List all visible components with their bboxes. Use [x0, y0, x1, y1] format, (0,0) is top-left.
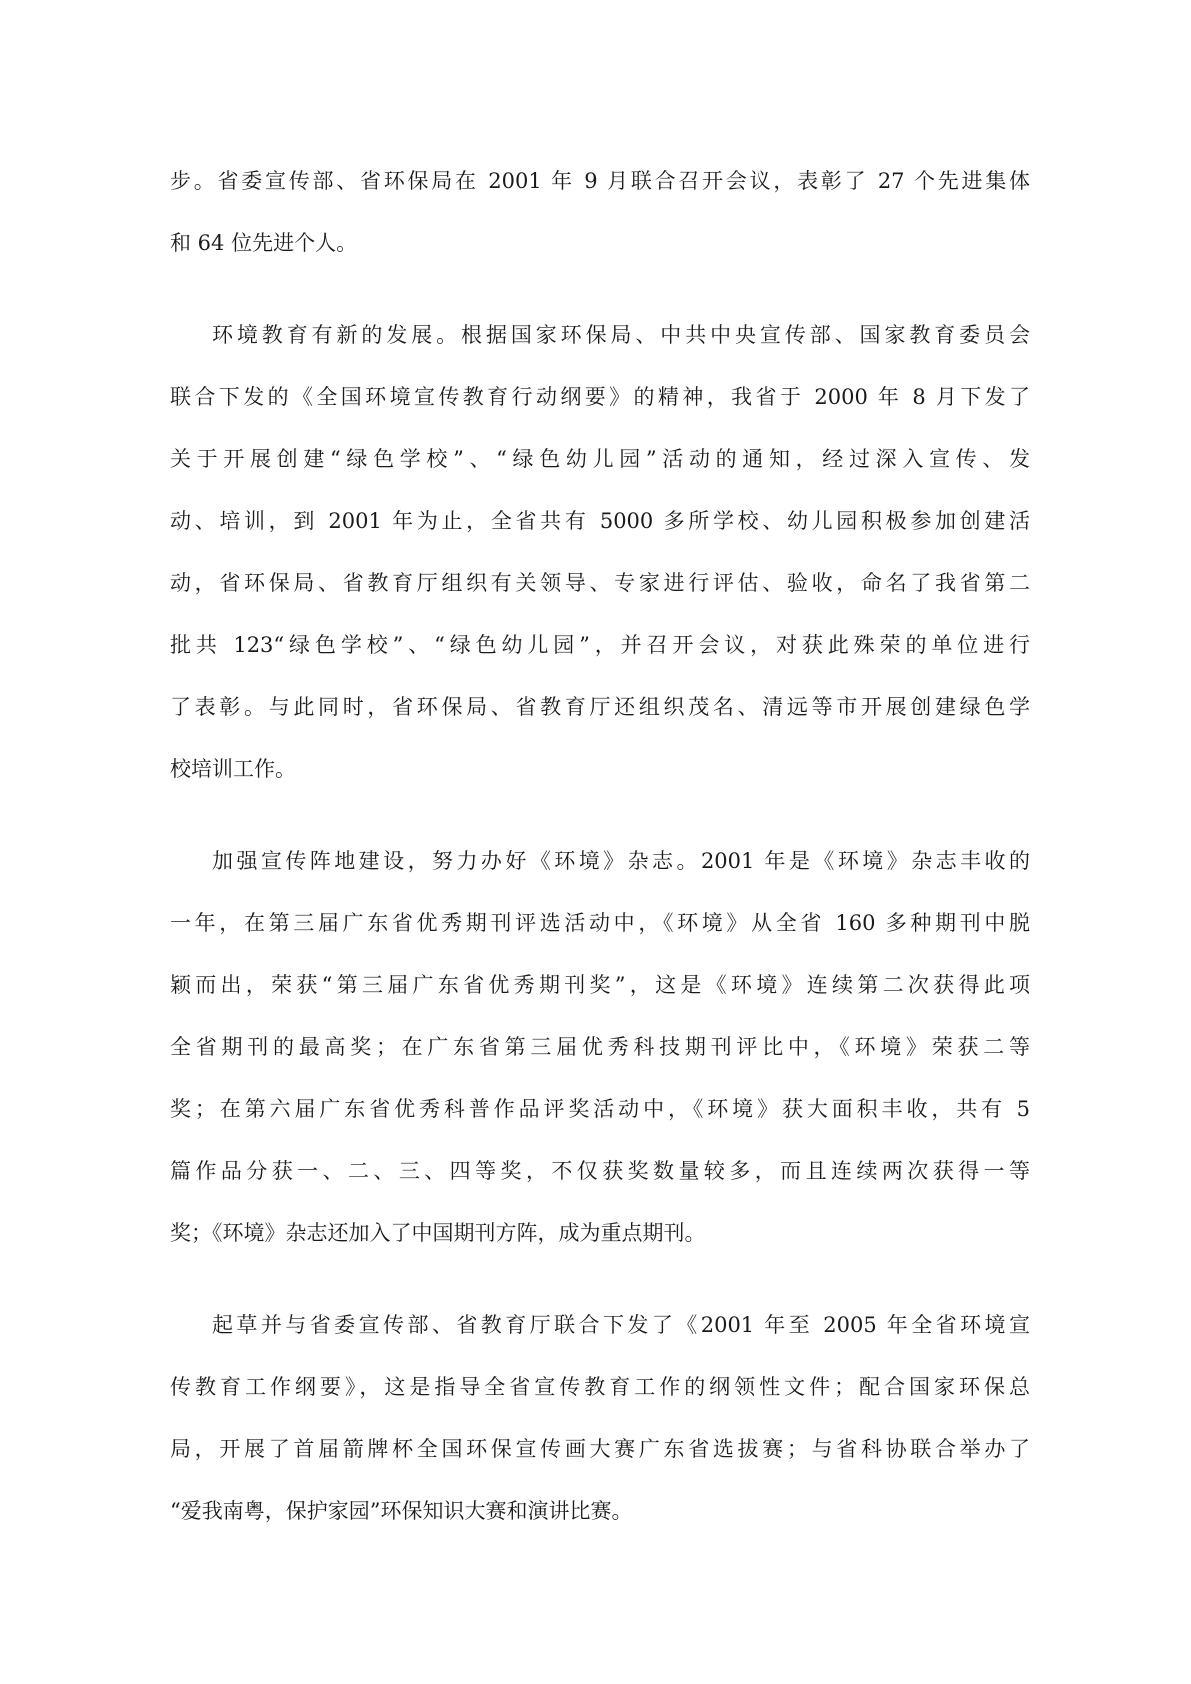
paragraph-1	[170, 150, 1030, 274]
text-line: 动，省环保局、省教育厅组织有关领导、专家进行评估、验收，命名了我省第二	[170, 571, 1030, 595]
paragraph-4	[170, 1294, 1030, 1542]
text-line: 奖；《环境》杂志还加入了中国期刊方阵，成为重点期刊。	[170, 1221, 706, 1245]
text-line: 了表彰。与此同时，省环保局、省教育厅还组织茂名、清远等市开展创建绿色学	[170, 695, 1030, 719]
text-line: 一年，在第三届广东省优秀期刊评选活动中，《环境》从全省 160 多种期刊中脱	[170, 911, 1030, 935]
text-line: 和 64 位先进个人。	[170, 231, 358, 255]
text-line: 局，开展了首届箭牌杯全国环保宣传画大赛广东省选拔赛；与省科协联合举办了	[170, 1437, 1030, 1461]
text-line: “爱我南粤，保护家园”环保知识大赛和演讲比赛。	[170, 1499, 633, 1523]
text-line: 起草并与省委宣传部、省教育厅联合下发了《2001 年至 2005 年全省环境宣	[212, 1313, 1030, 1337]
text-line: 关于开展创建“绿色学校”、“绿色幼儿园”活动的通知，经过深入宣传、发	[170, 447, 1030, 471]
text-line: 步。省委宣传部、省环保局在 2001 年 9 月联合召开会议，表彰了 27 个先进集体	[170, 169, 1030, 193]
text-line: 动、培训，到 2001 年为止，全省共有 5000 多所学校、幼儿园积极参加创建活	[170, 509, 1030, 533]
paragraph-2	[170, 304, 1030, 800]
document-body	[170, 150, 1030, 1572]
text-line: 联合下发的《全国环境宣传教育行动纲要》的精神，我省于 2000 年 8 月下发了	[170, 385, 1030, 409]
paragraph-3	[170, 830, 1030, 1264]
text-line: 全省期刊的最高奖；在广东省第三届优秀科技期刊评比中，《环境》荣获二等	[170, 1035, 1030, 1059]
text-line: 奖；在第六届广东省优秀科普作品评奖活动中，《环境》获大面积丰收，共有 5	[170, 1097, 1030, 1121]
text-line: 校培训工作。	[170, 757, 296, 781]
text-line: 加强宣传阵地建设，努力办好《环境》杂志。2001 年是《环境》杂志丰收的	[212, 849, 1030, 873]
text-line: 批共 123“绿色学校”、“绿色幼儿园”，并召开会议，对获此殊荣的单位进行	[170, 633, 1030, 657]
text-line: 颖而出，荣获“第三届广东省优秀期刊奖”，这是《环境》连续第二次获得此项	[170, 973, 1030, 997]
text-line: 篇作品分获一、二、三、四等奖，不仅获奖数量较多，而且连续两次获得一等	[170, 1159, 1030, 1183]
text-line: 传教育工作纲要》，这是指导全省宣传教育工作的纲领性文件；配合国家环保总	[170, 1375, 1030, 1399]
text-line: 环境教育有新的发展。根据国家环保局、中共中央宣传部、国家教育委员会	[212, 323, 1030, 347]
